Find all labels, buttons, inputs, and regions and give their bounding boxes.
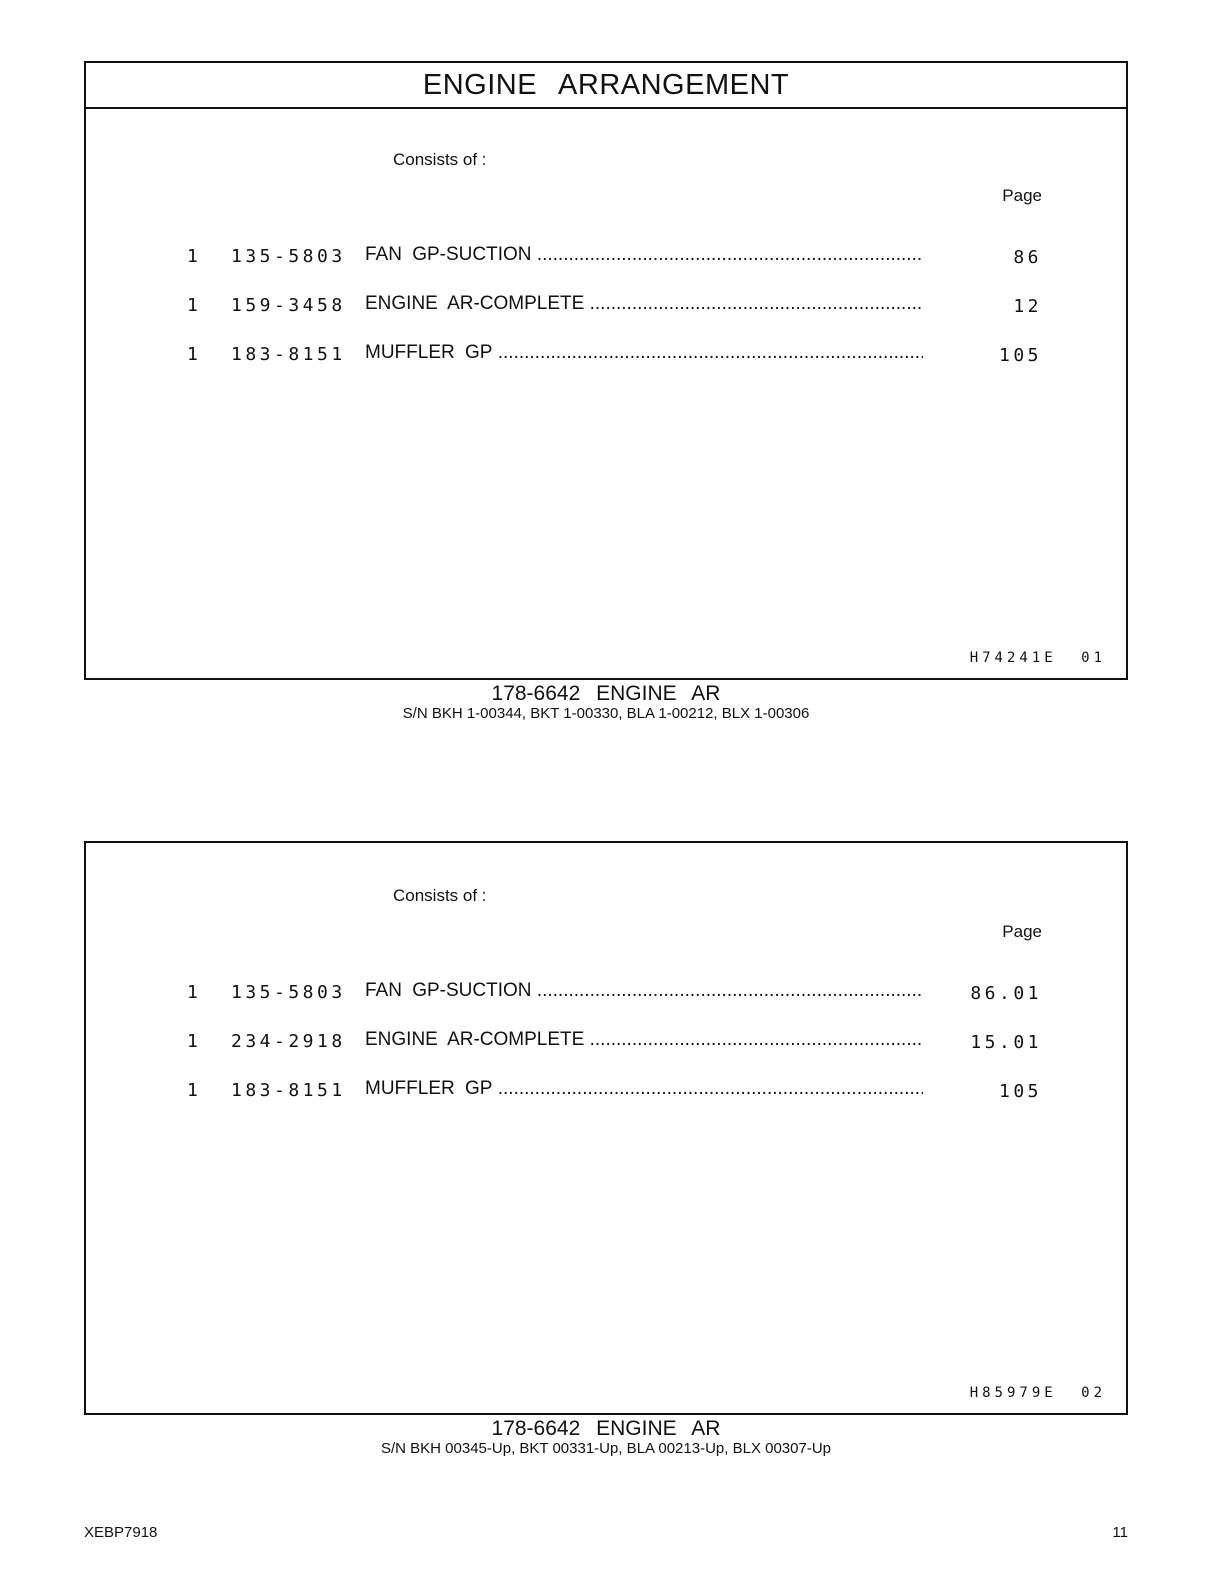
part-number: 183-8151 xyxy=(231,344,346,365)
illustration-id xyxy=(970,1385,1106,1401)
part-description: ENGINE AR-COMPLETE ..... xyxy=(365,293,923,315)
serial-number-range: S/N BKH 00345-Up, BKT 00331-Up, BLA 00213-Up, BLX 00307-Up xyxy=(381,1440,831,1457)
page-reference: 105 xyxy=(998,345,1042,366)
illustration-id xyxy=(970,650,1106,666)
qty: 1 xyxy=(187,982,198,1003)
parts-row xyxy=(86,1078,1126,1106)
part-number: 135-5803 xyxy=(231,982,346,1003)
part-description: FAN GP-SUCTION ..... xyxy=(365,980,923,1002)
part-description: MUFFLER GP ..... xyxy=(365,342,923,364)
part-number: 183-8151 xyxy=(231,1080,346,1101)
serial-number-range: S/N BKH 1-00344, BKT 1-00330, BLA 1-00212, BLX 1-00306 xyxy=(402,705,810,722)
illustration-sequence: 01 xyxy=(1081,650,1106,666)
part-description: MUFFLER GP ..... xyxy=(365,1078,923,1100)
consists-of-label: Consists of : xyxy=(393,150,487,169)
part-number: 135-5803 xyxy=(231,246,346,267)
illustration-number: H74241E xyxy=(969,650,1057,666)
page-reference: 86.01 xyxy=(970,983,1042,1004)
parts-panel-2 xyxy=(84,841,1128,1415)
parts-row xyxy=(86,342,1126,370)
parts-row xyxy=(86,1029,1126,1057)
page-number: 11 xyxy=(1112,1524,1128,1541)
qty: 1 xyxy=(187,295,198,316)
part-number: 234-2918 xyxy=(231,1031,346,1052)
page-reference: 15.01 xyxy=(970,1032,1042,1053)
caption-title: 178-6642 ENGINE AR xyxy=(491,1417,721,1440)
page-reference: 12 xyxy=(1013,296,1042,317)
illustration-number: H85979E xyxy=(969,1385,1057,1401)
panel-caption xyxy=(84,1418,1128,1458)
part-description: ENGINE AR-COMPLETE ..... xyxy=(365,1029,923,1051)
page-column-header: Page xyxy=(1002,922,1042,941)
part-description: FAN GP-SUCTION ..... xyxy=(365,244,923,266)
page-reference: 86 xyxy=(1013,247,1042,268)
panel-caption xyxy=(84,683,1128,723)
illustration-sequence: 02 xyxy=(1081,1385,1106,1401)
parts-panel-1 xyxy=(84,61,1128,680)
document-id: XEBP7918 xyxy=(84,1524,158,1541)
parts-row xyxy=(86,244,1126,272)
consists-of-label: Consists of : xyxy=(393,886,487,905)
caption-title: 178-6642 ENGINE AR xyxy=(491,682,721,705)
qty: 1 xyxy=(187,246,198,267)
section-title: ENGINE ARRANGEMENT xyxy=(86,63,1126,109)
page-reference: 105 xyxy=(998,1081,1042,1102)
page-column-header: Page xyxy=(1002,186,1042,205)
qty: 1 xyxy=(187,344,198,365)
qty: 1 xyxy=(187,1080,198,1101)
parts-row xyxy=(86,980,1126,1008)
qty: 1 xyxy=(187,1031,198,1052)
parts-row xyxy=(86,293,1126,321)
part-number: 159-3458 xyxy=(231,295,346,316)
